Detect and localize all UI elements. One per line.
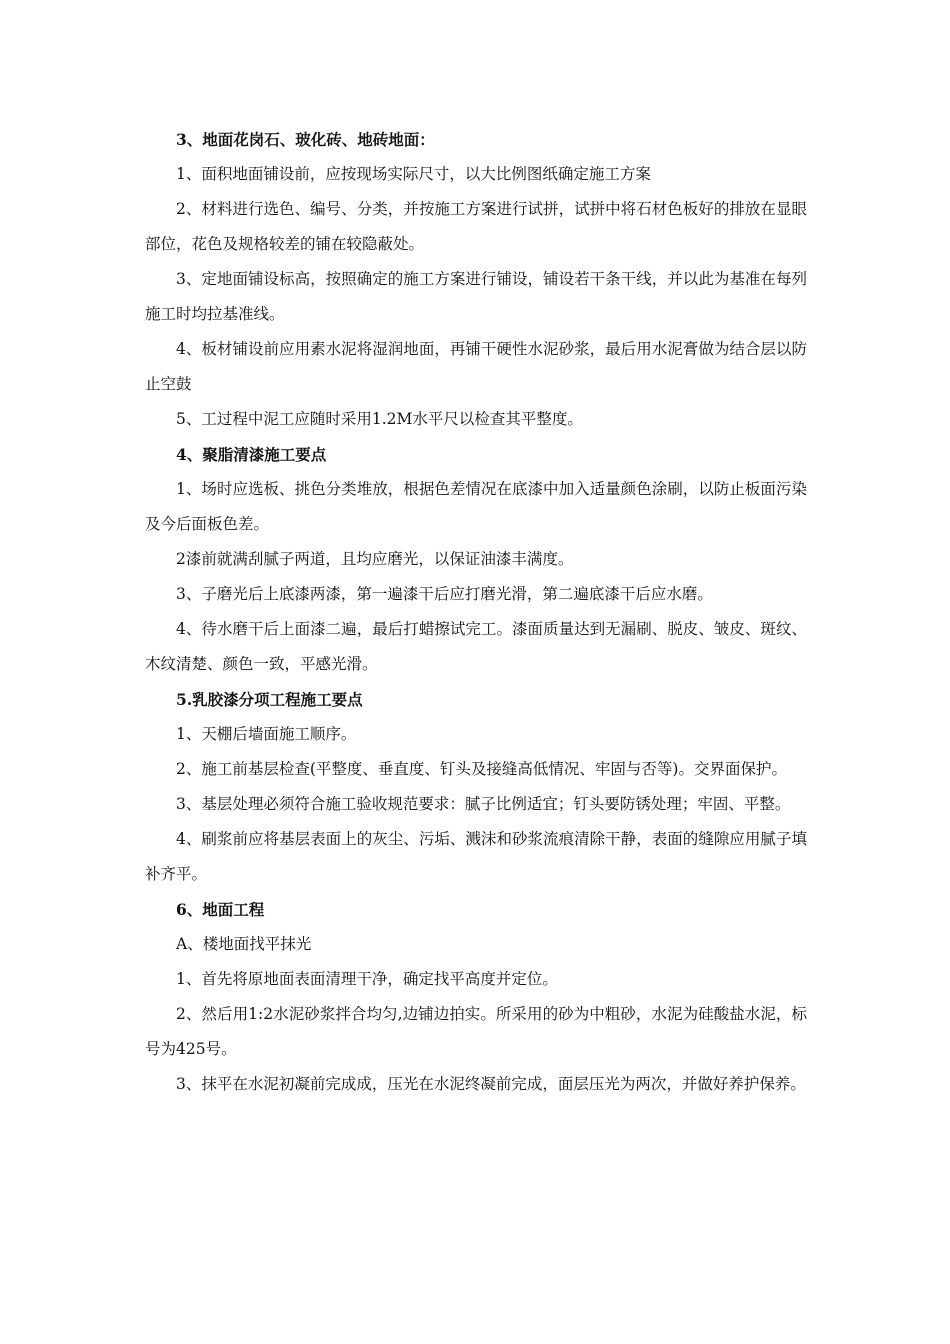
section-heading-polyester-varnish: 4、聚脂清漆施工要点: [176, 445, 327, 464]
paragraph: 3、子磨光后上底漆两漆，第一遍漆干后应打磨光滑，第二遍底漆干后应水磨。: [176, 585, 713, 603]
paragraph: 4、刷浆前应将基层表面上的灰尘、污垢、溅沫和砂浆流痕清除干静，表面的缝隙应用腻子填补齐平。: [145, 830, 807, 883]
paragraph: 5、工过程中泥工应随时采用1.2M水平尺以检查其平整度。: [176, 410, 583, 428]
paragraph: 4、板材铺设前应用素水泥将湿润地面，再铺干硬性水泥砂浆，最后用水泥膏做为结合层以防止空鼓: [145, 340, 807, 393]
paragraph: 2漆前就满刮腻子两道，且均应磨光，以保证油漆丰满度。: [176, 550, 574, 568]
paragraph: 3、抹平在水泥初凝前完成成，压光在水泥终凝前完成，面层压光为两次，并做好养护保养。: [176, 1075, 806, 1093]
paragraph: 3、定地面铺设标高，按照确定的施工方案进行铺设，铺设若干条干线，并以此为基准在每列施工时均拉基准线。: [145, 270, 807, 323]
section-heading-floor-stone: 3、地面花岗石、玻化砖、地砖地面：: [176, 130, 435, 149]
document-body: [145, 122, 807, 1102]
section-heading-floor-works: 6、地面工程: [176, 900, 265, 919]
paragraph: 1、天棚后墙面施工顺序。: [176, 725, 357, 743]
section-heading-latex-paint: 5.乳胶漆分项工程施工要点: [176, 690, 363, 709]
paragraph: 1、面积地面铺设前，应按现场实际尺寸，以大比例图纸确定施工方案: [176, 165, 651, 183]
paragraph: 2、施工前基层检查(平整度、垂直度、钉头及接缝高低情况、牢固与否等)。交界面保护。: [176, 760, 787, 778]
paragraph: 1、场时应选板、挑色分类堆放，根据色差情况在底漆中加入适量颜色涂刷，以防止板面污染及今后面板色差。: [145, 480, 807, 533]
paragraph: 4、待水磨干后上面漆二遍，最后打蜡擦试完工。漆面质量达到无漏刷、脱皮、皱皮、斑纹、木纹清楚、颜色一致，平感光滑。: [145, 620, 807, 673]
paragraph: 1、首先将原地面表面清理干净，确定找平高度并定位。: [176, 970, 558, 988]
paragraph: A、楼地面找平抹光: [176, 935, 312, 953]
paragraph: 2、然后用1:2水泥砂浆拌合均匀,边铺边拍实。所采用的砂为中粗砂，水泥为硅酸盐水泥，标号为425号。: [145, 1005, 807, 1058]
paragraph: 3、基层处理必须符合施工验收规范要求：腻子比例适宜；钉头要防锈处理；牢固、平整。: [176, 795, 791, 813]
paragraph: 2、材料进行选色、编号、分类，并按施工方案进行试拼，试拼中将石材色板好的排放在显眼部位，花色及规格较差的铺在较隐蔽处。: [145, 200, 807, 253]
